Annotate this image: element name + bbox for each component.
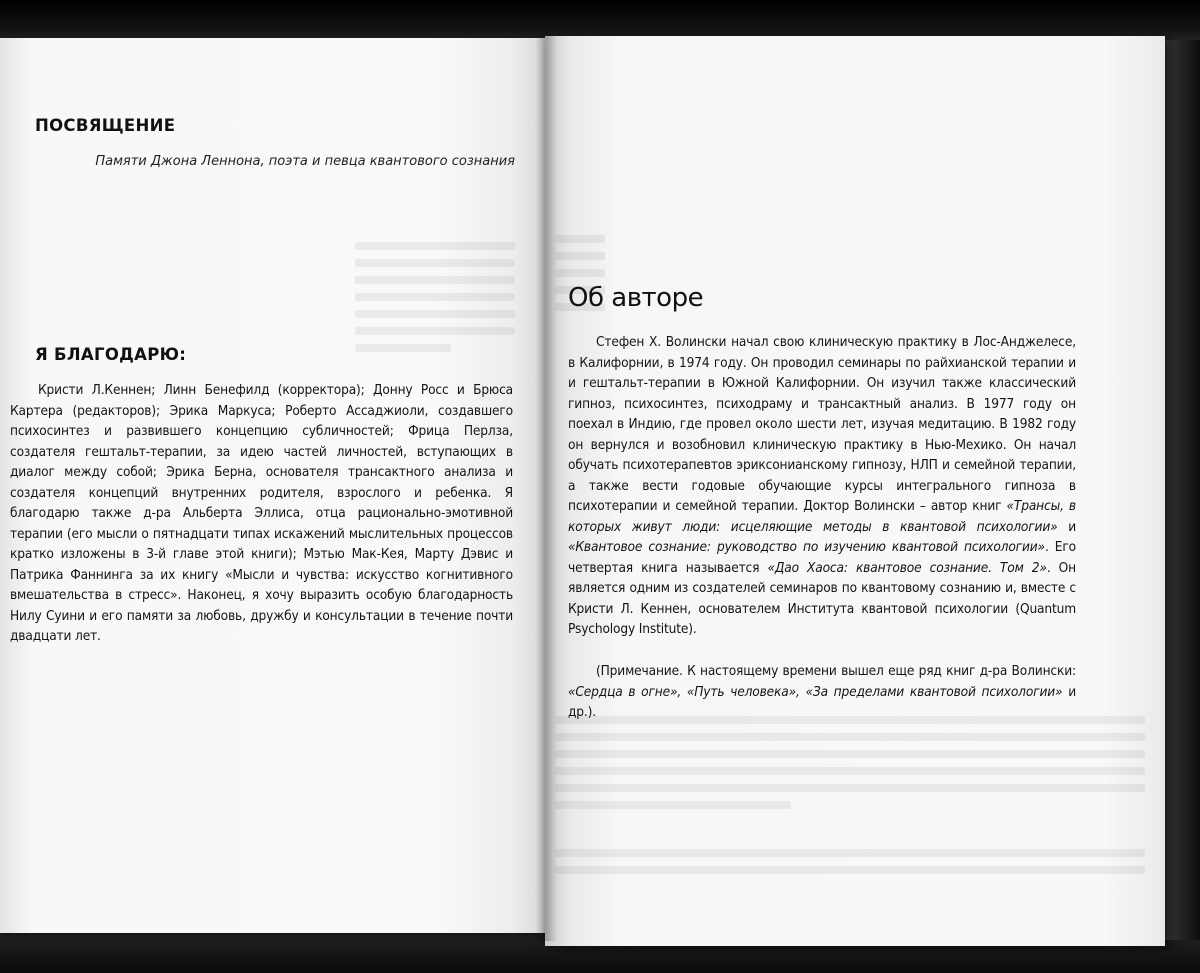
book-title-quantum-consciousness: «Квантовое сознание: руководство по изучению квантовой психологии» bbox=[568, 539, 1045, 555]
author-bio bbox=[568, 332, 1076, 640]
page-edge bbox=[1165, 40, 1200, 940]
bio-text-4: . Он является одним из создателей семинаров по квантовому сознанию и, вместе с Кристи Л. Кеннен, основателем Института квантовой психологии (Quantum Psychology Institute). bbox=[568, 560, 1076, 638]
book-title-tao-of-chaos: «Дао Хаоса: квантовое сознание. Том 2» bbox=[767, 560, 1046, 576]
dedication-heading: ПОСВЯЩЕНИЕ bbox=[35, 116, 175, 135]
note-text-2: и др.). bbox=[568, 684, 1076, 721]
bleed-through bbox=[355, 233, 515, 361]
note-text-1: (Примечание. К настоящему времени вышел еще ряд книг д-ра Волински: bbox=[596, 663, 1076, 679]
about-author-heading: Об авторе bbox=[568, 283, 703, 313]
thanks-heading: Я БЛАГОДАРЮ: bbox=[35, 345, 186, 364]
book-gutter bbox=[535, 36, 557, 941]
bio-text-1: Стефен Х. Волински начал свою клиническую практику в Лос-Анджелесе, в Калифорнии, в 1974 году. Он проводил семинары по райхианской терапии и и гештальт-терапии в Южной Калифорнии. Он изучил также классический гипноз, психосинтез, психодраму и трансактный анализ. В 1977 году он поехал в Индию, где провел около шести лет, изучая медитацию. В 1982 году он вернулся и возобновил клиническую практику в Нью-Мехико. Он начал обучать психотерапевтов эриксонианскому гипнозу, НЛП и семейной терапии, а также вести годовые обучающие курсы интегрального гипноза в психотерапии и семейной терапии. Доктор Волински – автор книг bbox=[568, 334, 1076, 514]
author-note bbox=[568, 661, 1076, 723]
book-title-trances: «Трансы, в которых живут люди: исцеляющие методы в квантовой психологии» bbox=[568, 498, 1076, 535]
note-book-titles: «Сердца в огне», «Путь человека», «За пределами квантовой психологии» bbox=[568, 684, 1062, 700]
bio-text-2: и bbox=[1058, 519, 1076, 535]
book-spread bbox=[0, 0, 1200, 973]
dedication-text: Памяти Джона Леннона, поэта и певца квантового сознания bbox=[60, 154, 515, 169]
thanks-paragraph: Кристи Л.Кеннен; Линн Бенефилд (корректора); Донну Росс и Брюса Картера (редакторов); Эрика Маркуса; Роберто Ассаджиоли, создавшего психосинтез и развившего концепцию субличностей; Фрица Перлза, создателя гештальт-терапии, за идею частей личностей, вступающих в диалог между собой; Эрика Берна, основателя трансактного анализа и создателя концепций внутренних родителя, взрослого и ребенка. Я благодарю также д-ра Альберта Эллиса, отца рационально-эмотивной терапии (его мысли о пятнадцати типах искажений мыслительных процессов кратко изложены в 3-й главе этой книги); Мэтью Мак-Кея, Марту Дэвис и Патрика Фаннинга за их книгу «Мысли и чувства: искусство когнитивного вмешательства в стресс». Наконец, я хочу выразить особую благодарность Нилу Суини и его памяти за любовь, дружбу и консультации в течение почти двадцати лет. bbox=[10, 380, 513, 647]
bio-text-3: . Его четвертая книга называется bbox=[568, 539, 1076, 576]
